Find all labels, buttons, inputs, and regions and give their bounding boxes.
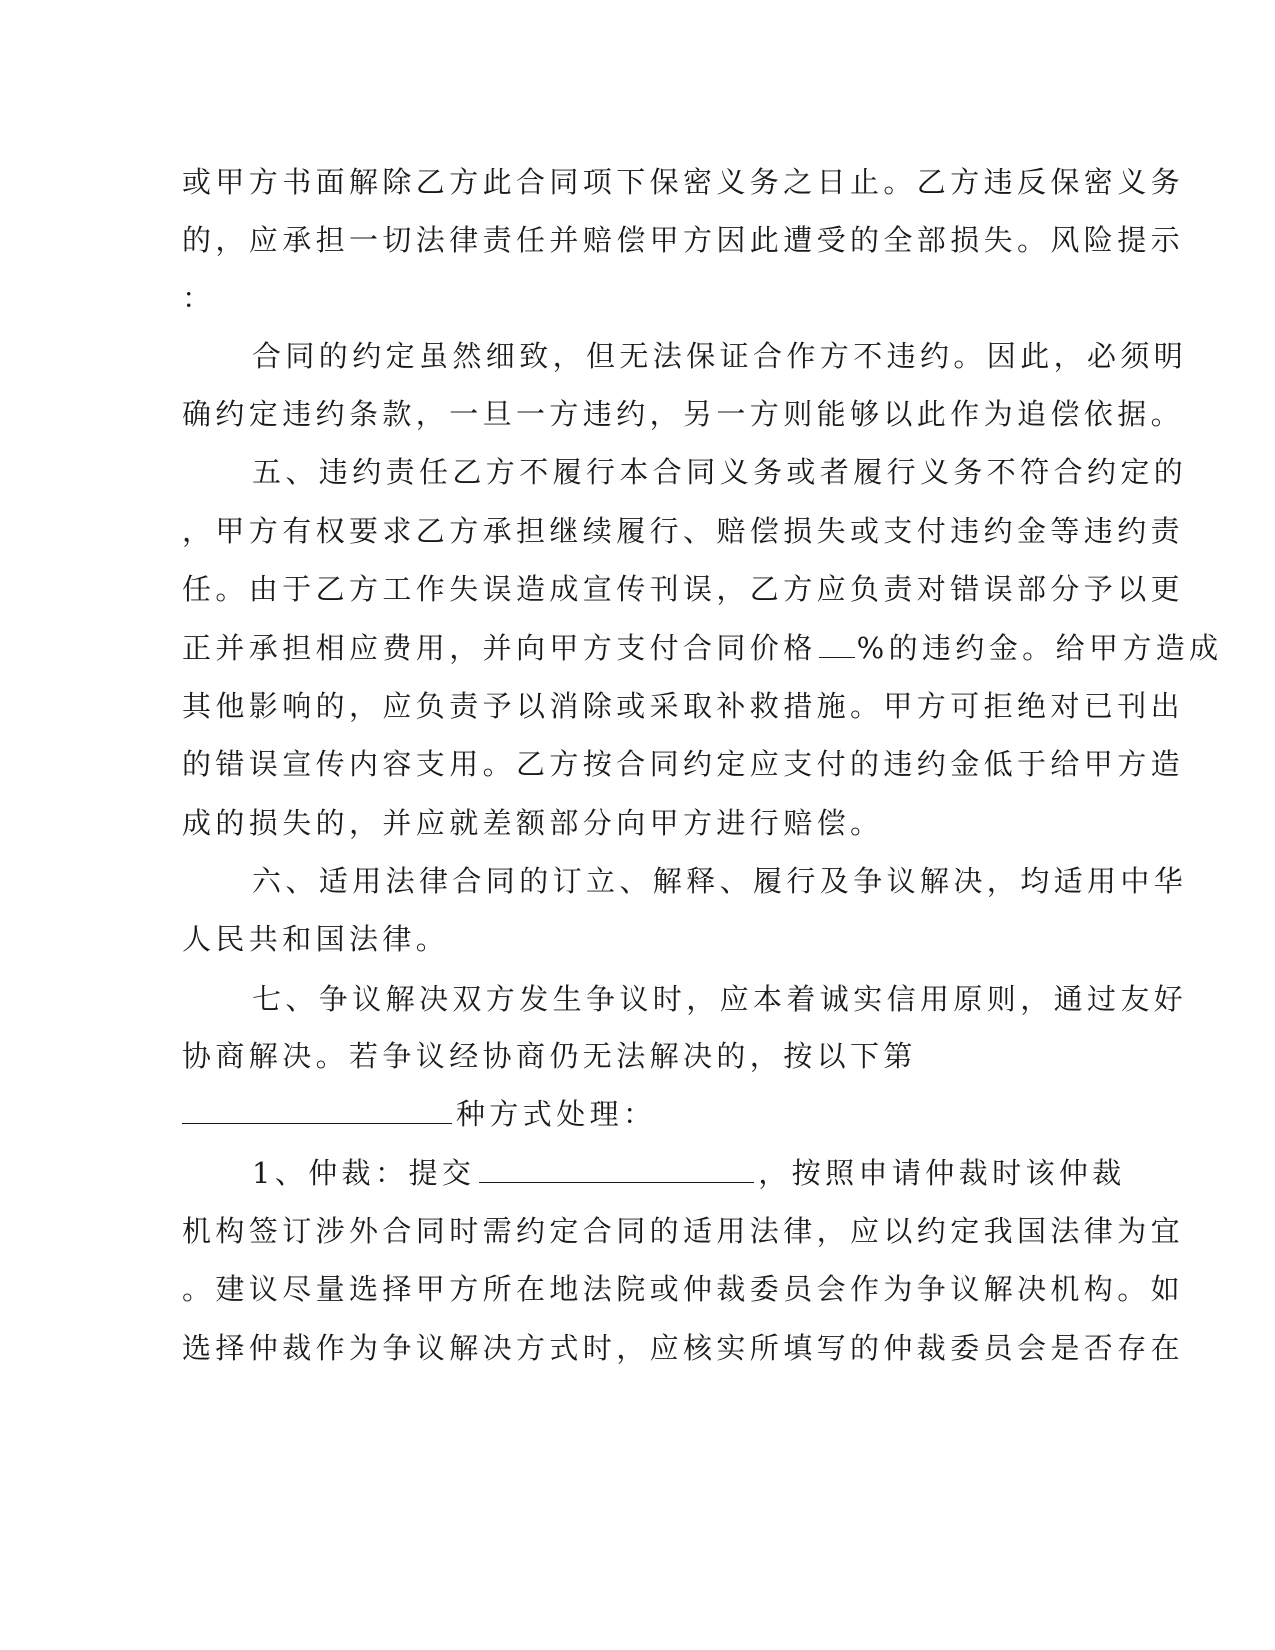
text-segment: 正并承担相应费用，并向甲方支付合同价格 xyxy=(182,631,817,665)
text-line: 协商解决。若争议经协商仍无法解决的，按以下第 xyxy=(182,1039,917,1073)
text-segment: 种方式处理： xyxy=(456,1097,657,1131)
text-line: 任。由于乙方工作失误造成宣传刊误，乙方应负责对错误部分予以更 xyxy=(182,572,1185,606)
text-line: ，甲方有权要求乙方承担继续履行、赔偿损失或支付违约金等违约责 xyxy=(182,514,1185,548)
text-line: 成的损失的，并应就差额部分向甲方进行赔偿。 xyxy=(182,806,884,840)
text-line: 六、适用法律合同的订立、解释、履行及争议解决，均适用中华 xyxy=(252,864,1188,898)
text-line: ： xyxy=(182,281,216,315)
text-segment: %的违约金。给甲方造成 xyxy=(856,631,1223,665)
fill-in-blank xyxy=(819,633,855,658)
text-line: 合同的约定虽然细致，但无法保证合作方不违约。因此，必须明 xyxy=(252,339,1188,373)
text-segment: ，按照申请仲裁时该仲裁 xyxy=(758,1156,1126,1190)
text-line: 其他影响的，应负责予以消除或采取补救措施。甲方可拒绝对已刊出 xyxy=(182,689,1185,723)
text-line: 的错误宣传内容支用。乙方按合同约定应支付的违约金低于给甲方造 xyxy=(182,747,1185,781)
text-line: 选择仲裁作为争议解决方式时，应核实所填写的仲裁委员会是否存在 xyxy=(182,1331,1185,1365)
fill-in-blank xyxy=(182,1099,452,1124)
text-line: 机构签订涉外合同时需约定合同的适用法律，应以约定我国法律为宜 xyxy=(182,1214,1185,1248)
text-line-with-blank xyxy=(252,1155,1132,1191)
text-line: 的，应承担一切法律责任并赔偿甲方因此遭受的全部损失。风险提示 xyxy=(182,223,1185,257)
text-line: 七、争议解决双方发生争议时，应本着诚实信用原则，通过友好 xyxy=(252,982,1188,1016)
fill-in-blank xyxy=(479,1158,754,1183)
text-line-with-blank xyxy=(182,630,1223,666)
text-line: 。建议尽量选择甲方所在地法院或仲裁委员会作为争议解决机构。如 xyxy=(182,1272,1185,1306)
text-line: 人民共和国法律。 xyxy=(182,922,450,956)
text-line-with-blank xyxy=(182,1096,1062,1132)
text-line: 确约定违约条款，一旦一方违约，另一方则能够以此作为追偿依据。 xyxy=(182,397,1185,431)
text-line: 五、违约责任乙方不履行本合同义务或者履行义务不符合约定的 xyxy=(252,455,1188,489)
text-segment: 1、仲裁：提交 xyxy=(252,1156,476,1190)
text-line: 或甲方书面解除乙方此合同项下保密义务之日止。乙方违反保密义务 xyxy=(182,165,1185,199)
